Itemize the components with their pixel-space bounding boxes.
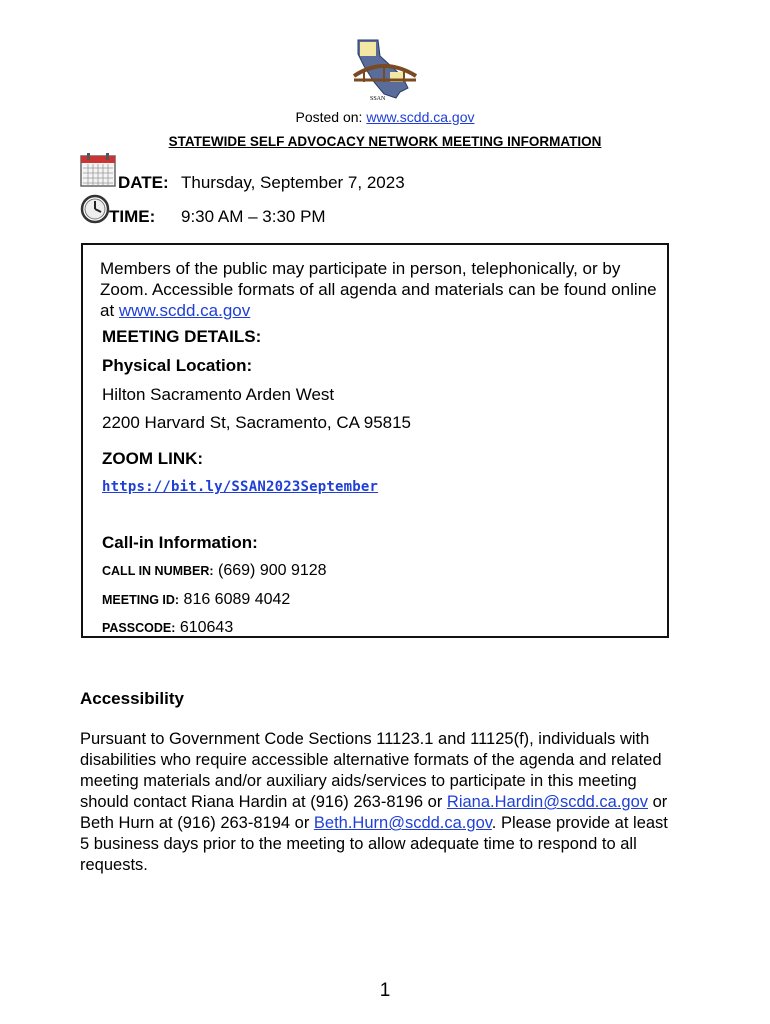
page-title: STATEWIDE SELF ADVOCACY NETWORK MEETING INFORMATION [168,134,602,149]
zoom-link-heading: ZOOM LINK: [102,449,204,468]
intro-link[interactable]: www.scdd.ca.gov [118,301,251,320]
accessibility-paragraph [80,729,680,876]
posted-link[interactable]: www.scdd.ca.gov [366,109,475,125]
accessibility-heading: Accessibility [80,689,184,708]
accessibility-text-2: or Beth Hurn at (916) 263-8194 or [80,793,668,832]
logo-caption: SSAN [370,96,386,102]
call-number-line [102,562,327,580]
clock-icon [80,194,110,224]
call-number-label: CALL IN NUMBER: [102,564,214,578]
passcode-value: 610643 [175,619,234,636]
calendar-icon [80,152,116,188]
intro-text: Members of the public may participate in person, telephonically, or by Zoom. Accessible formats of all agenda and materials can be found online at [100,259,657,320]
meeting-id-line [102,591,290,609]
page-number: 1 [379,980,391,1001]
venue-name: Hilton Sacramento Arden West [102,385,335,404]
passcode-label: PASSCODE: [102,621,176,635]
posted-on-line [0,109,770,125]
meeting-id-value: 816 6089 4042 [179,591,291,608]
ssan-logo-icon [344,36,424,102]
date-label: DATE: [118,173,169,192]
callin-heading: Call-in Information: [102,533,258,552]
email-link-riana[interactable]: Riana.Hardin@scdd.ca.gov [446,793,649,811]
time-label: TIME: [109,207,156,226]
meeting-id-label: MEETING ID: [102,593,180,607]
intro-paragraph [100,258,660,321]
zoom-link[interactable]: https://bit.ly/SSAN2023September [102,479,379,495]
passcode-line [102,619,233,637]
physical-location-heading: Physical Location: [102,356,253,375]
meeting-details-heading: MEETING DETAILS: [102,327,262,346]
accessibility-text-3: . Please provide at least 5 business days prior to the meeting to allow adequate time to respond to all requests. [80,814,668,874]
venue-address: 2200 Harvard St, Sacramento, CA 95815 [102,413,412,432]
date-value: Thursday, September 7, 2023 [181,173,405,192]
time-value: 9:30 AM – 3:30 PM [181,207,326,226]
accessibility-text-1: Pursuant to Government Code Sections 11123.1 and 11125(f), individuals with disabilities who require accessible alternative formats of the agenda and related meeting materials and/or auxiliary aids/services to participate in this meeting should contact Riana Hardin at (916) 263-8196 or [80,730,662,811]
posted-prefix: Posted on: [295,109,367,125]
email-link-beth[interactable]: Beth.Hurn@scdd.ca.gov [313,814,492,832]
call-number-value: (669) 900 9128 [213,562,327,579]
